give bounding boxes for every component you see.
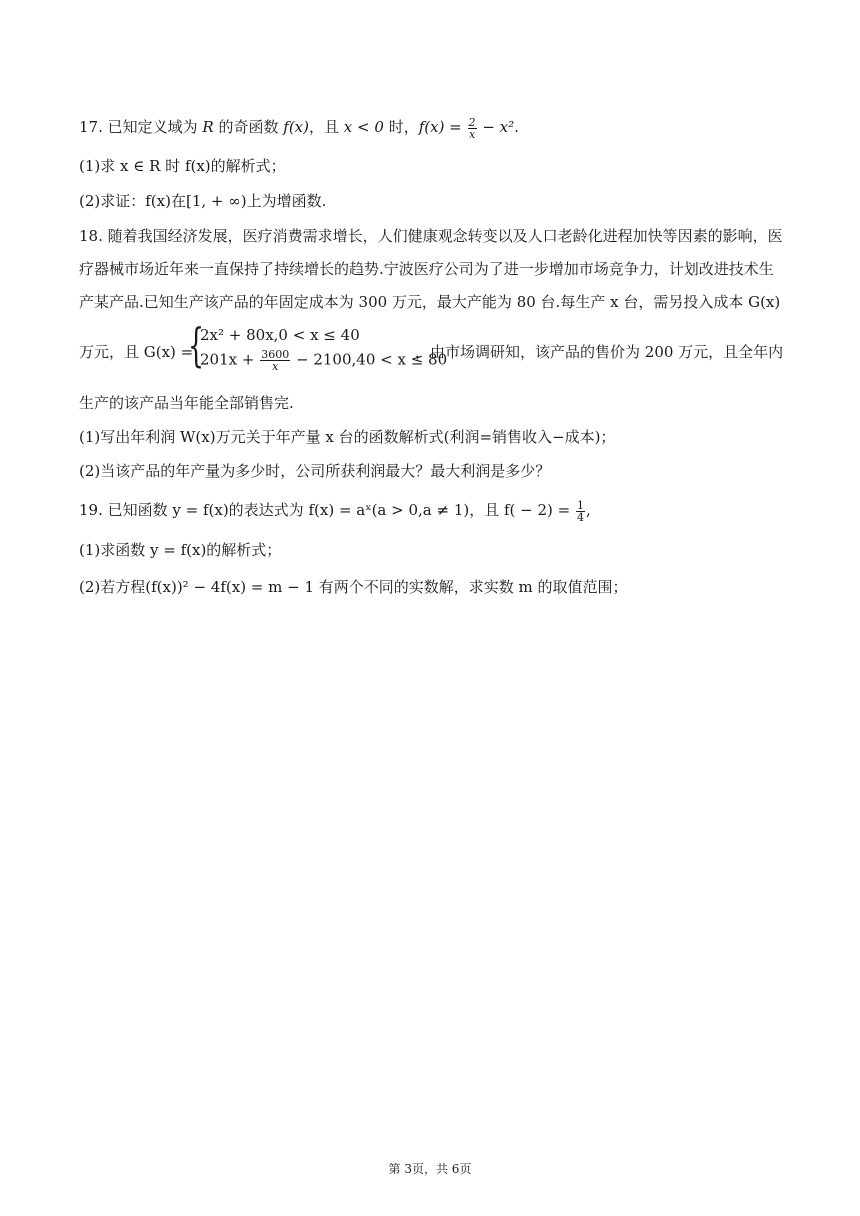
page-footer: 第 3页，共 6页 bbox=[388, 1162, 472, 1176]
q17-fraction-numerator: 2 bbox=[468, 115, 476, 129]
q17-fraction-denominator: x bbox=[468, 127, 476, 141]
q17-function-rhs: − x² bbox=[482, 118, 515, 136]
q17-text-a: 17. 已知定义域为 bbox=[79, 118, 198, 136]
q19-part2: (2)若方程(f(x))² − 4f(x) = m − 1 有两个不同的实数解，求实数 m 的取值范围； bbox=[79, 578, 628, 596]
q19-fraction bbox=[576, 500, 585, 523]
q18-piece2 bbox=[200, 349, 447, 372]
q19-fraction-numerator: 1 bbox=[577, 498, 585, 512]
q18-part2: (2)当该产品的年产量为多少时，公司所获利润最大？最大利润是多少？ bbox=[79, 462, 551, 480]
q17-statement bbox=[79, 116, 519, 140]
q18-piece2-a: 201x + bbox=[200, 350, 255, 369]
q17-fraction bbox=[468, 117, 477, 140]
q17-condition: x < 0 bbox=[343, 118, 384, 136]
q17-function-symbol: f(x) bbox=[283, 118, 309, 136]
q17-function-lhs: f(x) = bbox=[418, 118, 462, 136]
q18-piece2-b: − 2100,40 < x ≤ 80 bbox=[296, 350, 448, 369]
q17-text-g: 时， bbox=[388, 118, 419, 136]
q18-piece2-denominator: x bbox=[272, 360, 279, 373]
q19-text-a: 19. 已知函数 y = f(x)的表达式为 f(x) = aˣ(a > 0,a ≠ 1)，且 f( − 2) = bbox=[79, 501, 571, 519]
q18-line5: 生产的该产品当年能全部销售完. bbox=[79, 394, 294, 412]
piecewise-brace-icon: { bbox=[188, 318, 205, 372]
q18-line3: 产某产品.已知生产该产品的年固定成本为 300 万元，最大产能为 80 台.每生产 x 台，需另投入成本 G(x) bbox=[79, 293, 781, 311]
q19-statement bbox=[79, 499, 591, 523]
q19-comma: , bbox=[586, 501, 591, 519]
q17-text-e: ，且 bbox=[309, 118, 340, 136]
q18-after-piecewise: ，由市场调研知，该产品的售价为 200 万元，且全年内 bbox=[415, 343, 784, 361]
q17-text-c: 的奇函数 bbox=[218, 118, 279, 136]
q18-line2: 疗器械市场近年来一直保持了持续增长的趋势.宁波医疗公司为了进一步增加市场竞争力，计划改进技术生 bbox=[79, 260, 774, 278]
q18-line1: 18. 随着我国经济发展，医疗消费需求增长，人们健康观念转变以及人口老龄化进程加快等因素的影响，医 bbox=[79, 227, 783, 245]
q18-piece2-fraction bbox=[260, 349, 290, 372]
q18-piece1: 2x² + 80x,0 < x ≤ 40 bbox=[200, 326, 360, 344]
q19-fraction-denominator: 4 bbox=[577, 510, 585, 524]
q17-period: . bbox=[514, 118, 519, 136]
q17-part2: (2)求证：f(x)在[1, + ∞)上为增函数. bbox=[79, 192, 327, 210]
q17-part1: (1)求 x ∈ R 时 f(x)的解析式； bbox=[79, 157, 286, 175]
q19-part1: (1)求函数 y = f(x)的解析式； bbox=[79, 541, 282, 559]
q18-part1: (1)写出年利润 W(x)万元关于年产量 x 台的函数解析式(利润=销售收入−成本)； bbox=[79, 428, 616, 446]
q18-piecewise-lhs: 万元，且 G(x) = bbox=[79, 343, 194, 361]
q18-piece2-numerator: 3600 bbox=[261, 348, 290, 361]
q17-domain-symbol: R bbox=[202, 118, 214, 136]
